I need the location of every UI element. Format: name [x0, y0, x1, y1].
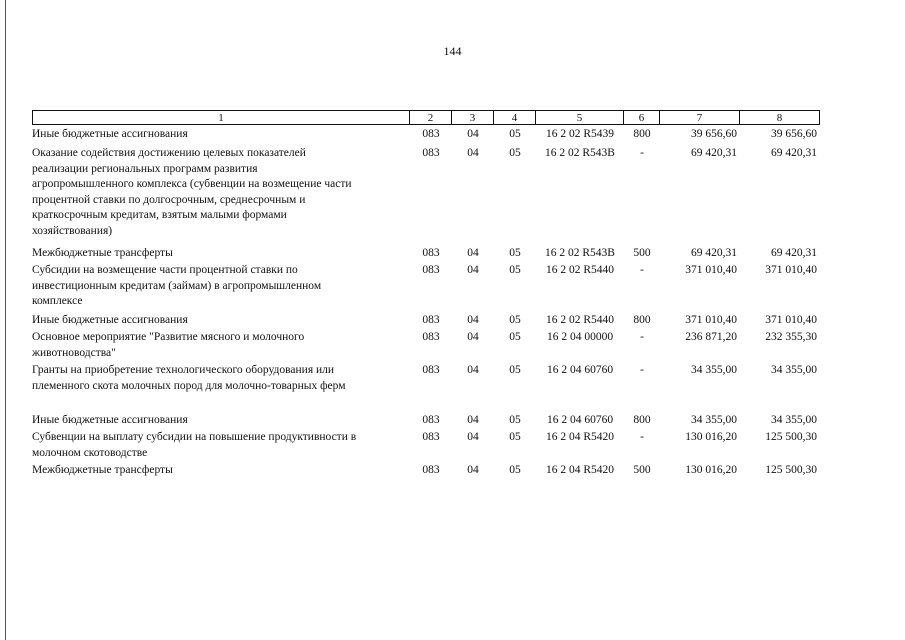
section-code: 04 [467, 431, 479, 443]
target-article-code: 16 2 02 R5439 [545, 128, 615, 140]
header-col-7: 7 [660, 110, 740, 125]
section-code: 04 [467, 364, 479, 376]
row-description-line: реализации региональных программ развития [32, 162, 258, 175]
page-left-edge [5, 0, 6, 640]
amount-year-2: 39 656,60 [771, 128, 817, 140]
ministry-code: 083 [422, 247, 440, 259]
section-code: 04 [467, 264, 479, 276]
row-description-line: племенного скота молочных пород для молочно-товарных ферм [32, 379, 346, 392]
amount-year-2: 125 500,30 [765, 431, 817, 443]
amount-year-1: 34 355,00 [691, 364, 737, 376]
amount-year-2: 371 010,40 [765, 314, 817, 326]
ministry-code: 083 [422, 331, 440, 343]
ministry-code: 083 [422, 431, 440, 443]
expense-type-code: - [640, 264, 644, 276]
ministry-code: 083 [422, 464, 440, 476]
target-article-code: 16 2 04 R5420 [545, 464, 615, 476]
row-description [32, 413, 410, 429]
row-description [32, 430, 410, 461]
row-description [32, 463, 410, 479]
row-description [32, 263, 410, 310]
row-description-line: Оказание содействия достижению целевых показателей [32, 147, 306, 159]
row-description-line: Иные бюджетные ассигнования [32, 414, 188, 426]
header-col-6: 6 [624, 110, 660, 125]
row-description-line: молочном скотоводстве [32, 446, 148, 459]
header-col-3: 3 [452, 110, 494, 125]
section-code: 04 [467, 147, 479, 159]
page-number: 144 [443, 44, 462, 58]
row-description [32, 246, 410, 262]
section-code: 04 [467, 414, 479, 426]
row-description-line: хозяйствования) [32, 224, 113, 237]
amount-year-2: 69 420,31 [771, 147, 817, 159]
amount-year-1: 371 010,40 [685, 314, 737, 326]
subsection-code: 05 [509, 147, 521, 159]
row-description-line: Гранты на приобретение технологического оборудования или [32, 364, 335, 376]
header-col-2: 2 [410, 110, 452, 125]
row-description [32, 330, 410, 361]
expense-type-code: 800 [633, 128, 651, 140]
row-description-line: агропромышленного комплекса (субвенции на возмещение части [32, 178, 352, 190]
subsection-code: 05 [509, 414, 521, 426]
amount-year-2: 34 355,00 [771, 414, 817, 426]
ministry-code: 083 [422, 147, 440, 159]
ministry-code: 083 [422, 314, 440, 326]
row-description-line: Иные бюджетные ассигнования [32, 314, 188, 326]
row-description [32, 127, 410, 143]
expense-type-code: 500 [633, 464, 651, 476]
target-article-code: 16 2 04 60760 [546, 414, 614, 426]
amount-year-1: 371 010,40 [685, 264, 737, 276]
row-description-line: краткосрочным кредитам, взятым малыми формами [32, 209, 287, 221]
row-description-line: комплексе [32, 295, 83, 307]
expense-type-code: 500 [633, 247, 651, 259]
header-col-4: 4 [494, 110, 536, 125]
target-article-code: 16 2 02 R543B [545, 247, 615, 259]
row-description [32, 313, 410, 329]
amount-year-2: 125 500,30 [765, 464, 817, 476]
expense-type-code: - [640, 147, 644, 159]
target-article-code: 16 2 04 60760 [546, 364, 614, 376]
expense-type-code: 800 [633, 314, 651, 326]
amount-year-1: 236 871,20 [685, 331, 737, 343]
row-description-line: Субсидии на возмещение части процентной ставки по [32, 264, 298, 276]
amount-year-1: 69 420,31 [691, 147, 737, 159]
row-description-line: процентной ставки по долгосрочным, среднесрочным и [32, 193, 306, 206]
amount-year-2: 69 420,31 [771, 247, 817, 259]
row-description [32, 363, 410, 394]
row-description-line: Основное мероприятие "Развитие мясного и молочного [32, 331, 305, 343]
table-header [32, 110, 820, 126]
row-description-line: Межбюджетные трансферты [32, 464, 173, 476]
subsection-code: 05 [509, 464, 521, 476]
ministry-code: 083 [422, 364, 440, 376]
header-col-1: 1 [32, 110, 410, 125]
ministry-code: 083 [422, 414, 440, 426]
subsection-code: 05 [509, 247, 521, 259]
amount-year-2: 34 355,00 [771, 364, 817, 376]
target-article-code: 16 2 04 R5420 [545, 431, 615, 443]
section-code: 04 [467, 128, 479, 140]
amount-year-1: 69 420,31 [691, 247, 737, 259]
header-col-5: 5 [536, 110, 624, 125]
subsection-code: 05 [509, 431, 521, 443]
subsection-code: 05 [509, 128, 521, 140]
amount-year-1: 39 656,60 [691, 128, 737, 140]
target-article-code: 16 2 04 00000 [546, 331, 614, 343]
subsection-code: 05 [509, 331, 521, 343]
section-code: 04 [467, 247, 479, 259]
amount-year-2: 232 355,30 [765, 331, 817, 343]
section-code: 04 [467, 314, 479, 326]
amount-year-2: 371 010,40 [765, 264, 817, 276]
expense-type-code: - [640, 331, 644, 343]
amount-year-1: 34 355,00 [691, 414, 737, 426]
row-description-line: Межбюджетные трансферты [32, 247, 173, 259]
row-description [32, 146, 410, 239]
ministry-code: 083 [422, 128, 440, 140]
row-description-line: Субвенции на выплату субсидии на повышение продуктивности в [32, 431, 357, 443]
expense-type-code: 800 [633, 414, 651, 426]
section-code: 04 [467, 464, 479, 476]
subsection-code: 05 [509, 264, 521, 276]
ministry-code: 083 [422, 264, 440, 276]
amount-year-1: 130 016,20 [685, 464, 737, 476]
row-description-line: животноводства" [32, 346, 116, 359]
expense-type-code: - [640, 364, 644, 376]
subsection-code: 05 [509, 364, 521, 376]
subsection-code: 05 [509, 314, 521, 326]
header-col-8: 8 [740, 110, 820, 125]
target-article-code: 16 2 02 R5440 [545, 314, 615, 326]
row-description-line: инвестиционным кредитам (займам) в агропромышленном [32, 279, 322, 292]
section-code: 04 [467, 331, 479, 343]
target-article-code: 16 2 02 R5440 [545, 264, 615, 276]
target-article-code: 16 2 02 R543B [545, 147, 615, 159]
amount-year-1: 130 016,20 [685, 431, 737, 443]
expense-type-code: - [640, 431, 644, 443]
row-description-line: Иные бюджетные ассигнования [32, 128, 188, 140]
